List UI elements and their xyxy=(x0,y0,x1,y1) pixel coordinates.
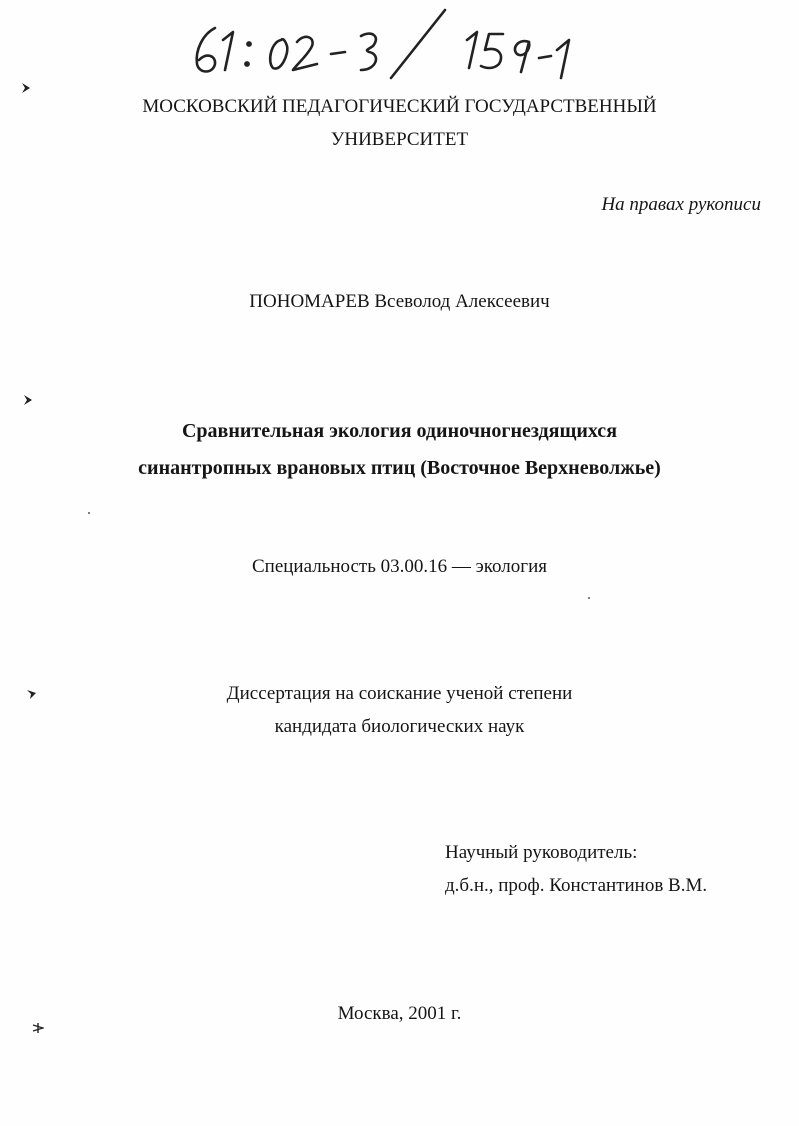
scan-mark-icon xyxy=(22,394,34,406)
degree-line-1: Диссертация на соискание ученой степени xyxy=(226,683,573,704)
scan-mark-icon xyxy=(20,82,32,94)
place-year: Москва, 2001 г. xyxy=(337,1003,462,1024)
author-name: ПОНОМАРЕВ Всеволод Алексеевич xyxy=(249,291,550,312)
thesis-title-line-1: Сравнительная экология одиночногнездящихся xyxy=(181,420,618,442)
scan-speck xyxy=(88,512,90,514)
supervisor-label: Научный руководитель: xyxy=(445,842,638,863)
scan-speck xyxy=(588,597,590,599)
handwritten-archive-code xyxy=(185,6,585,82)
supervisor-name: д.б.н., проф. Константинов В.М. xyxy=(445,875,708,896)
thesis-title-line-2: синантропных врановых птиц (Восточное Верхневолжье) xyxy=(138,457,661,479)
manuscript-note: На правах рукописи xyxy=(601,194,761,215)
scan-mark-icon xyxy=(32,1022,44,1034)
institution-line-2: УНИВЕРСИТЕТ xyxy=(330,129,469,150)
specialty: Специальность 03.00.16 — экология xyxy=(251,556,547,577)
institution-line-1: МОСКОВСКИЙ ПЕДАГОГИЧЕСКИЙ ГОСУДАРСТВЕННЫЙ xyxy=(142,96,657,117)
degree-line-2: кандидата биологических наук xyxy=(274,716,525,737)
